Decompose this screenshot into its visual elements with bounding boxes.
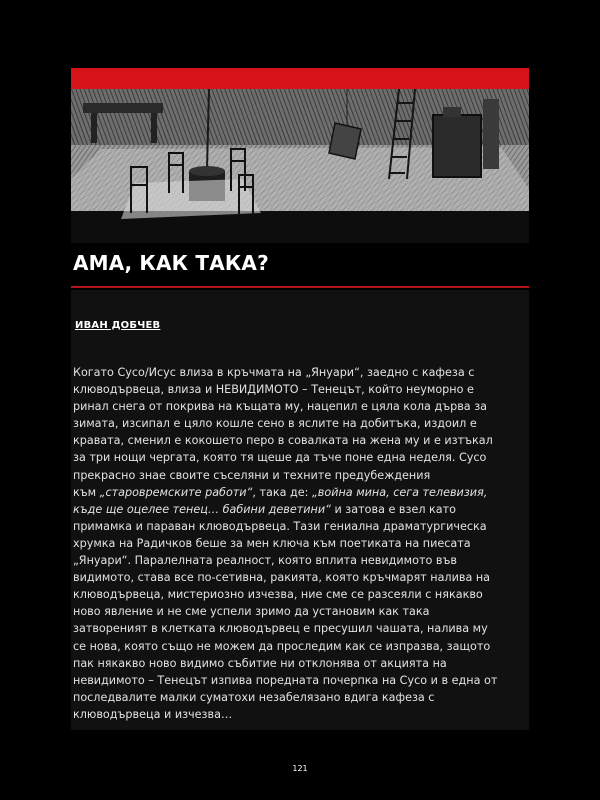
title-divider (71, 286, 529, 288)
page-number: 121 (292, 764, 308, 773)
header-red-bar (71, 68, 529, 89)
body-text-segment: се нова, която също не можем да проследим как се изпразва, защото (73, 639, 491, 653)
body-line (73, 638, 533, 655)
body-line (73, 381, 533, 398)
body-text-segment: невидимото – Тенецът изпива поредната почерпка на Сусо и в една от (73, 673, 498, 687)
body-line (73, 655, 533, 672)
author-name: ИВАН ДОБЧЕВ (75, 320, 161, 331)
body-text-segment: клюводървеца, влиза и НЕВИДИМОТО – Тенецът, който неуморно е (73, 383, 474, 397)
body-text-segment: , така де: (252, 485, 312, 499)
body-text-segment: „война мина, сега телевизия, (311, 485, 488, 499)
body-line (73, 569, 533, 586)
body-line (73, 518, 533, 535)
body-text-segment: кравата, сменил е кокошето перо в совалката на жена му и е изтъкал (73, 434, 493, 448)
body-line (73, 364, 533, 381)
body-text-segment: и затова е взел като (330, 502, 457, 516)
body-line (73, 689, 533, 706)
body-line (73, 706, 533, 723)
body-text-segment: „Януари“. Паралелната реалност, която вплита невидимото във (73, 554, 457, 568)
body-line (73, 467, 533, 484)
body-text-segment: ново явление и не сме успели зримо да установим как така (73, 605, 430, 619)
body-text-segment: видимото, става все по-сетивна, ракията, която кръчмарят налива на (73, 571, 491, 585)
body-text-segment: примамка и параван клюводървеца. Тази гениална драматургическа (73, 519, 487, 533)
body-text-segment: ринал снега от покрива на къщата му, нацепил е цяла кола дърва за (73, 400, 488, 414)
body-text-segment: към (73, 485, 100, 499)
body-text-segment: последвалите малки суматохи незабелязано вдига кафеза с (73, 690, 435, 704)
body-text-segment: клюводървеца, мистериозно изчезва, ние сме се разсеяли с някакво (73, 588, 483, 602)
body-line (73, 449, 533, 466)
article-title: АМА, КАК ТАКА? (73, 251, 269, 275)
body-text-segment: за три нощи чергата, която тя щеше да тъче поне една неделя. Сусо (73, 451, 487, 465)
stage-illustration (71, 89, 529, 243)
body-line (73, 398, 533, 415)
body-text-segment: зимата, изсипал е цяло кошле сено в яслите на добитъка, издоил е (73, 417, 477, 431)
body-text-segment: прекрасно знае своите съселяни и техните предубеждения (73, 468, 431, 482)
body-line (73, 535, 533, 552)
body-text-segment: пак някакво ново видимо събитие ни отклонява от акцията на (73, 656, 447, 670)
article-body (73, 364, 533, 723)
body-line (73, 432, 533, 449)
body-text-segment: клюводървеца и изчезва… (73, 707, 233, 721)
body-text-segment: Когато Сусо/Исус влиза в кръчмата на „Януари“, заедно с кафеза с (73, 366, 475, 379)
body-text-segment: „старовремските работи“ (99, 485, 253, 499)
body-line (73, 620, 533, 637)
body-text-segment: къде ще оцелее тенец… бабини деветини“ (73, 502, 331, 516)
body-line (73, 586, 533, 603)
body-line (73, 603, 533, 620)
body-line (73, 484, 533, 501)
body-text-segment: хрумка на Радичков беше за мен ключа към поетиката на пиесата (73, 536, 471, 550)
body-text-segment: затвореният в клетката клюводървец е пресушил чашата, налива му (73, 622, 488, 636)
body-line (73, 552, 533, 569)
body-line (73, 415, 533, 432)
body-line (73, 672, 533, 689)
body-line (73, 501, 533, 518)
